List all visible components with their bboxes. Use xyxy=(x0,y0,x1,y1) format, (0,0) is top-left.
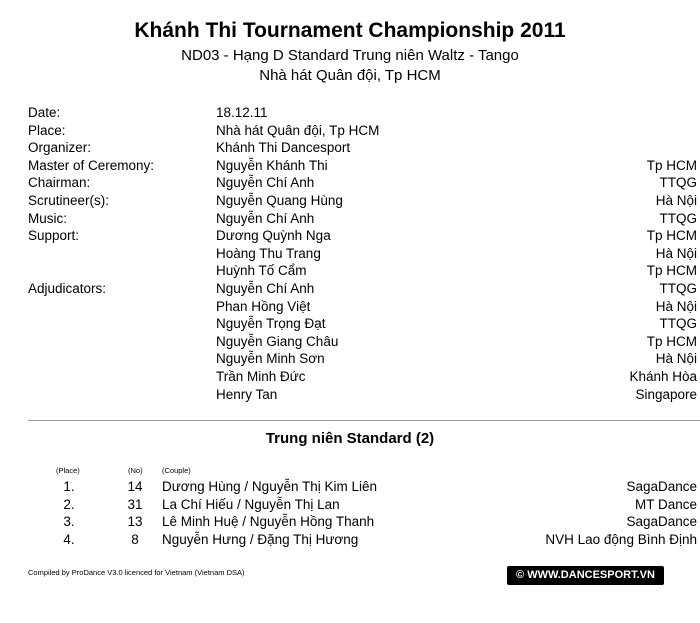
cell-place: 4. xyxy=(63,531,75,547)
info-value: Nguyễn Chí Anh xyxy=(216,280,315,296)
info-value: Nguyễn Chí Anh xyxy=(216,210,315,226)
info-row-support xyxy=(28,262,697,280)
cell-couple: Lê Minh Huệ / Nguyễn Hồng Thanh xyxy=(162,514,375,530)
info-row-organizer xyxy=(28,139,697,157)
cell-no: 31 xyxy=(127,496,143,512)
info-value: Henry Tan xyxy=(216,386,278,402)
venue-subtitle: Nhà hát Quân đội, Tp HCM xyxy=(259,67,441,84)
section-title: Trung niên Standard (2) xyxy=(265,430,435,447)
info-row-adjudicator xyxy=(28,315,697,333)
info-row-support xyxy=(28,227,697,245)
info-value: Nguyễn Chí Anh xyxy=(216,175,315,191)
cell-couple: Nguyễn Hưng / Đặng Thị Hương xyxy=(162,531,359,547)
cell-place: 3. xyxy=(63,514,75,530)
cell-no: 13 xyxy=(127,514,143,530)
info-row-mc xyxy=(28,157,697,175)
event-info xyxy=(28,104,697,403)
info-value: Hoàng Thu Trang xyxy=(216,245,321,261)
info-row-adjudicator xyxy=(28,298,697,316)
info-value: Nguyễn Trọng Đạt xyxy=(216,316,326,332)
document-title: Khánh Thi Tournament Championship 2011 xyxy=(134,19,566,42)
cell-club: NVH Lao động Bình Định xyxy=(545,531,697,547)
info-label: Adjudicators: xyxy=(28,280,107,296)
info-value: Nhà hát Quân đội, Tp HCM xyxy=(216,122,380,138)
info-org: Tp HCM xyxy=(646,157,697,173)
info-org: Hà Nội xyxy=(655,298,697,314)
watermark-brand: © WWW.DANCESPORT.VN xyxy=(507,566,664,585)
info-value: Trần Minh Đức xyxy=(216,368,306,384)
info-value: Nguyễn Quang Hùng xyxy=(216,192,343,208)
section-divider xyxy=(28,420,700,421)
info-value: Nguyễn Khánh Thi xyxy=(216,157,328,173)
info-label: Chairman: xyxy=(28,175,91,191)
info-row-music xyxy=(28,210,697,228)
info-row-adjudicator xyxy=(28,350,697,368)
info-value: Khánh Thi Dancesport xyxy=(216,140,351,156)
header-couple: (Couple) xyxy=(162,466,191,475)
results-table xyxy=(28,466,697,548)
info-row-scrutineer xyxy=(28,192,697,210)
info-row-adjudicator xyxy=(28,280,697,298)
info-org: TTQG xyxy=(659,316,697,332)
info-org: TTQG xyxy=(659,280,697,296)
info-org: Hà Nội xyxy=(655,351,697,367)
cell-no: 8 xyxy=(131,531,139,547)
header-place: (Place) xyxy=(56,466,80,475)
table-row xyxy=(28,531,697,549)
info-org: Tp HCM xyxy=(646,263,697,279)
info-value: Nguyễn Minh Sơn xyxy=(216,351,325,367)
cell-place: 2. xyxy=(63,496,75,512)
info-value: Dương Quỳnh Nga xyxy=(216,228,331,244)
compiled-note: Compiled by ProDance V3.0 licenced for Vietnam (Vietnam DSA) xyxy=(28,568,245,577)
info-org: Khánh Hòa xyxy=(629,368,697,384)
info-org: Hà Nội xyxy=(655,245,697,261)
cell-club: MT Dance xyxy=(634,496,697,512)
info-row-place xyxy=(28,122,697,140)
table-row xyxy=(28,496,697,514)
event-subtitle: ND03 - Hạng D Standard Trung niên Waltz - Tango xyxy=(181,47,519,64)
info-org: Singapore xyxy=(635,386,697,402)
info-value: Huỳnh Tố Cẩm xyxy=(216,263,307,279)
cell-club: SagaDance xyxy=(626,479,697,494)
info-org: TTQG xyxy=(659,175,697,191)
cell-club: SagaDance xyxy=(626,514,697,530)
info-org: Hà Nội xyxy=(655,192,697,208)
info-row-adjudicator xyxy=(28,386,697,404)
info-value: Phan Hồng Việt xyxy=(216,298,311,314)
info-label: Music: xyxy=(28,210,68,226)
table-row xyxy=(28,513,697,531)
info-org: TTQG xyxy=(659,210,697,226)
info-org: Tp HCM xyxy=(646,333,697,349)
info-row-support xyxy=(28,245,697,263)
results-header xyxy=(28,466,697,478)
info-label: Support: xyxy=(28,228,80,244)
cell-couple: La Chí Hiếu / Nguyễn Thị Lan xyxy=(162,496,340,512)
info-row-adjudicator xyxy=(28,333,697,351)
info-label: Master of Ceremony: xyxy=(28,157,155,173)
header-no: (No) xyxy=(128,466,143,475)
info-row-adjudicator xyxy=(28,368,697,386)
info-label: Organizer: xyxy=(28,140,92,156)
info-row-date xyxy=(28,104,697,122)
info-label: Place: xyxy=(28,122,66,138)
info-value: Nguyễn Giang Châu xyxy=(216,333,339,349)
info-label: Scrutineer(s): xyxy=(28,192,110,208)
info-label: Date: xyxy=(28,105,61,120)
info-value: 18.12.11 xyxy=(216,105,268,120)
cell-couple: Dương Hùng / Nguyễn Thị Kim Liên xyxy=(162,479,377,494)
cell-no: 14 xyxy=(127,479,143,494)
table-row xyxy=(28,478,697,496)
info-row-chairman xyxy=(28,174,697,192)
info-org: Tp HCM xyxy=(646,228,697,244)
cell-place: 1. xyxy=(63,479,75,494)
